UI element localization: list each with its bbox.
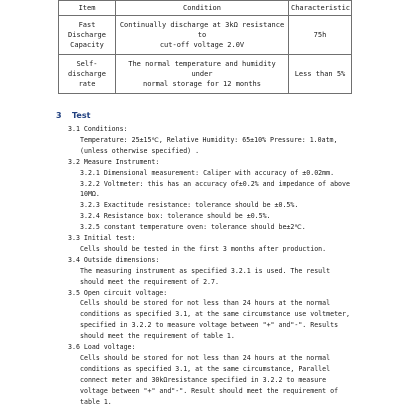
body-line: 3.2.2 Voltmeter: this has an accuracy of±0.2% and impedance of above — [80, 179, 350, 188]
body-line: Cells should be stored for not less than 24 hours at the normal — [80, 299, 331, 308]
table-row — [59, 16, 352, 55]
section-title: Test — [72, 111, 91, 120]
body-line: should meet the requirement of table 1. — [80, 332, 235, 341]
cell-condition — [116, 55, 289, 94]
cell-condition-line: normal storage for 12 months — [142, 80, 261, 88]
cell-condition — [116, 16, 289, 55]
body-line: connect meter and 30kΩresistance specified in 3.2.2 to measure — [80, 375, 327, 384]
subsection-heading: 3.3 Initial test: — [68, 234, 136, 242]
body-line: Cells should be stored for not less than 24 hours at the normal — [80, 353, 331, 362]
body-line: Temperature: 25±15℃, Relative Humidity: 65±10% Pressure: 1.0atm, — [80, 135, 338, 144]
body-line: conditions as specified 3.1, at the same circumstance use voltmeter, — [80, 310, 350, 319]
cell-item-line: Self-discharge — [68, 60, 106, 78]
body-line: 3.2.3 Exactitude resistance: tolerance should be ±0.5%. — [80, 201, 299, 210]
body-line: should meet the requirement of 2.7. — [80, 277, 219, 286]
section-number: 3 — [56, 111, 62, 120]
header-item: Item — [59, 1, 116, 16]
body-line: (unless otherwise specified) . — [80, 146, 200, 155]
body-line: Cells should be tested in the first 3 months after production. — [80, 244, 327, 253]
subsection-heading: 3.4 Outside dimensions: — [68, 255, 160, 264]
body-line: table 1. — [80, 397, 112, 406]
body-line: specified in 3.2.2 to measure voltage between "+" and"-". Results — [80, 321, 339, 330]
cell-condition-line: The normal temperature and humidity under — [128, 60, 276, 78]
body-line: 3.2.5 constant temperature oven: tolerance should be±2℃. — [80, 223, 306, 232]
header-condition: Condition — [116, 1, 289, 16]
cell-condition-line: cut-off voltage 2.0V — [159, 41, 245, 49]
subsection-heading: 3.1 Conditions: — [68, 125, 128, 133]
cell-item-line: Fast Discharge — [68, 21, 106, 39]
body-line: 3.2.1 Dimensional measurement: Caliper with accuracy of ±0.02mm. — [80, 168, 335, 177]
subsection-heading: 3.5 Open circuit voltage: — [68, 288, 168, 297]
table-header-row — [59, 1, 352, 16]
spec-table — [58, 0, 352, 94]
body-line: 3.2.4 Resistance box: tolerance should be ±0.5%. — [80, 212, 271, 221]
subsection-heading: 3.6 Load voltage: — [68, 343, 136, 351]
body-line: voltage between "+" and"-". Result should meet the requirement of — [80, 386, 339, 395]
cell-characteristic: 75h — [289, 16, 352, 55]
body-line: 10MΩ. — [80, 190, 100, 199]
table-row — [59, 55, 352, 94]
cell-condition-line: Continually discharge at 3kΩ resistance to — [119, 21, 285, 39]
cell-item — [59, 55, 116, 94]
cell-item-line: Capacity — [70, 41, 104, 49]
cell-item — [59, 16, 116, 55]
body-line: conditions as specified 3.1, at the same circumstance, Parallel — [80, 364, 331, 373]
section-heading — [56, 111, 90, 120]
cell-characteristic: Less than 5% — [289, 55, 352, 94]
body-line: The measuring instrument as specified 3.2.1 is used. The result — [80, 266, 331, 275]
header-characteristic: Characteristic — [289, 1, 352, 16]
cell-item-line: rate — [78, 80, 96, 88]
subsection-heading: 3.2 Measure Instrument: — [68, 157, 160, 166]
